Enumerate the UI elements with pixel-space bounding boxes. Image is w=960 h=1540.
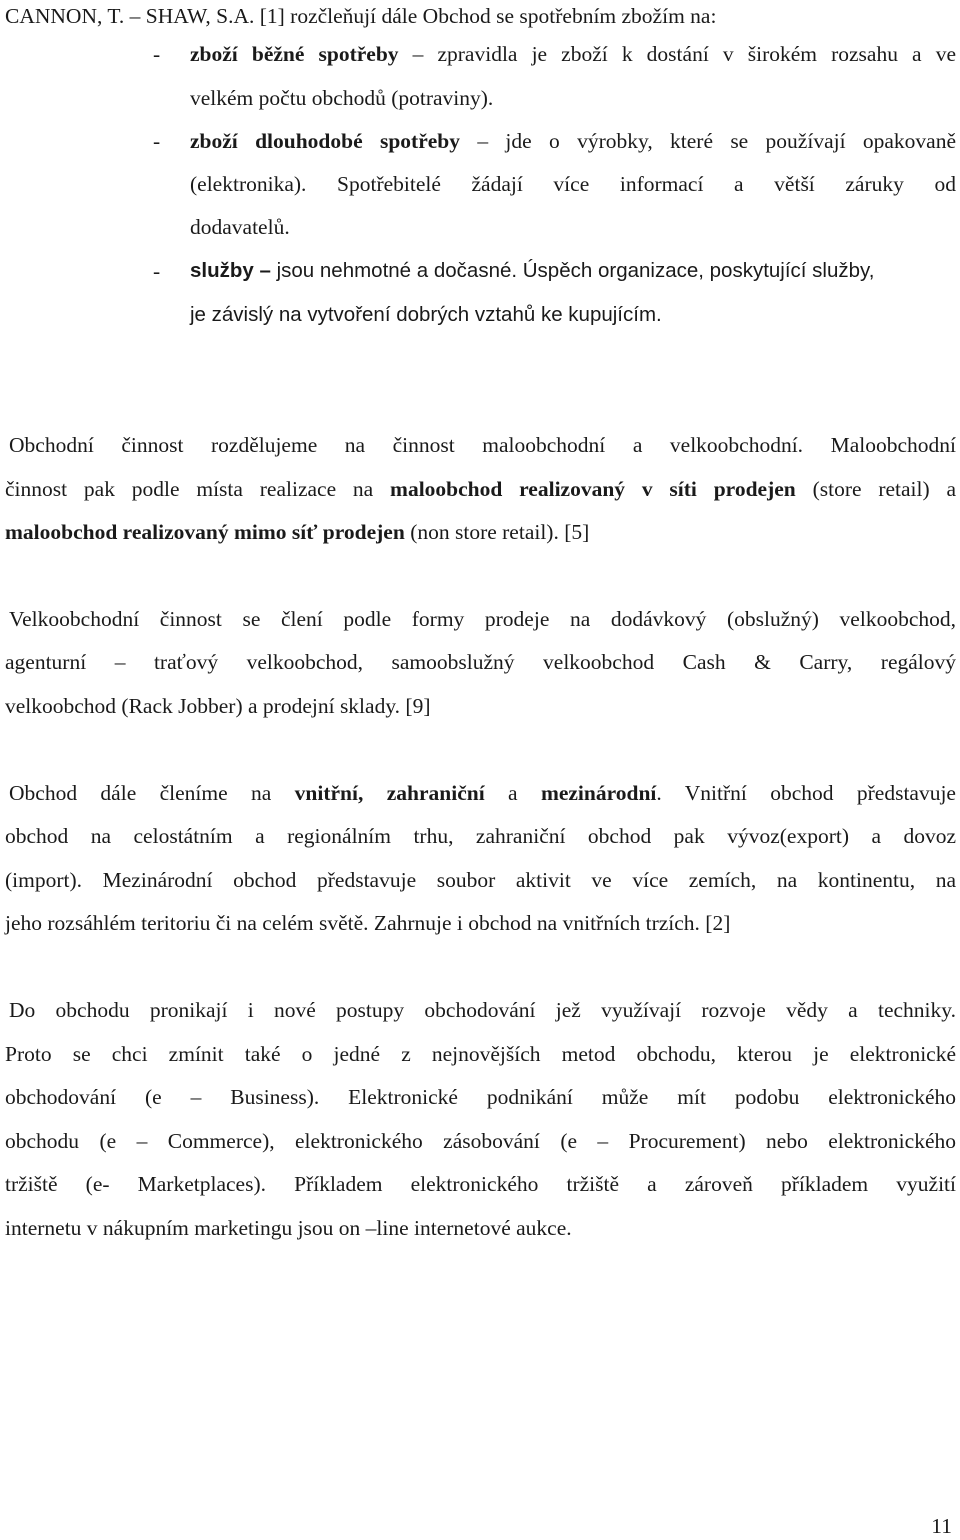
list-item-1-cont: velkém počtu obchodů (potraviny). — [190, 86, 494, 110]
ebusiness-text-1: Do obchodu pronikají i nové postupy obchodování jež využívají rozvoje vědy a techniky. — [9, 998, 956, 1022]
list-item-1-line-1 — [190, 40, 956, 68]
list-item-2-term: zboží dlouhodobé spotřeby — [190, 129, 460, 153]
list-item-2-sep: – — [460, 129, 506, 153]
list-item-1-line-2 — [190, 84, 493, 112]
trade-term-internal-foreign: vnitřní, zahraniční — [294, 781, 485, 805]
ebusiness-para-line-3 — [5, 1083, 956, 1111]
wholesale-para-line-2 — [5, 648, 956, 676]
list-item-2-cont: (elektronika). Spotřebitelé žádají více informací a větší záruky od — [190, 172, 956, 196]
retail-para-line-1 — [9, 431, 956, 459]
retail-text-2c: (store retail) a — [795, 477, 957, 501]
ebusiness-text-4: obchodu (e – Commerce), elektronického zásobování (e – Procurement) nebo elektronického — [5, 1129, 956, 1153]
list-item-3-line-2 — [190, 301, 662, 329]
ebusiness-para-line-2 — [5, 1040, 956, 1068]
list-bullet-3: - — [153, 259, 161, 283]
ebusiness-para-line-6 — [5, 1214, 572, 1242]
list-item-3-cont: je závislý na vytvoření dobrých vztahů ke kupujícím. — [190, 303, 662, 326]
trade-text-2: obchod na celostátním a regionálním trhu, zahraniční obchod pak vývoz(export) a dovoz — [5, 824, 956, 848]
list-item-1-text: zpravidla je zboží k dostání v širokém rozsahu a ve — [437, 42, 956, 66]
ebusiness-para-line-5 — [5, 1170, 956, 1198]
list-item-2-text: jde o výrobky, které se používají opakovaně — [505, 129, 957, 153]
ebusiness-text-2: Proto se chci zmínit také o jedné z nejnovějších metod obchodu, kterou je elektronické — [5, 1042, 956, 1066]
list-item-3-line-1 — [190, 257, 874, 285]
trade-para-line-1 — [9, 779, 956, 807]
retail-para-line-2 — [5, 475, 956, 503]
intro-line — [5, 2, 716, 30]
ebusiness-text-6: internetu v nákupním marketingu jsou on –line internetové aukce. — [5, 1216, 572, 1240]
trade-text-1c: a — [484, 781, 541, 805]
wholesale-para-line-3 — [5, 692, 431, 720]
list-bullet-2: - — [153, 129, 161, 153]
ebusiness-text-3: obchodování (e – Business). Elektronické podnikání může mít podobu elektronického — [5, 1085, 956, 1109]
list-item-1-sep: – — [398, 42, 438, 66]
page-number: 11 — [931, 1514, 952, 1538]
list-item-1-term: zboží běžné spotřeby — [190, 42, 399, 66]
trade-para-line-4 — [5, 909, 730, 937]
list-item-3-term: služby – — [190, 259, 271, 282]
retail-text-1: Obchodní činnost rozdělujeme na činnost maloobchodní a velkoobchodní. Maloobchodní — [9, 433, 956, 457]
wholesale-text-3: velkoobchod (Rack Jobber) a prodejní sklady. [9] — [5, 694, 431, 718]
retail-term-nonstore: maloobchod realizovaný mimo síť prodejen — [5, 520, 405, 544]
list-item-3-text: jsou nehmotné a dočasné. Úspěch organizace, poskytující služby, — [270, 259, 875, 282]
retail-text-2a: činnost pak podle místa realizace na — [5, 477, 391, 501]
list-bullet-1: - — [153, 42, 161, 66]
wholesale-text-1: Velkoobchodní činnost se člení podle formy prodeje na dodávkový (obslužný) velkoobchod, — [9, 607, 956, 631]
list-item-2-line-2 — [190, 170, 956, 198]
retail-para-line-3 — [5, 518, 589, 546]
trade-text-3: (import). Mezinárodní obchod představuje soubor aktivit ve více zemích, na kontinentu, na — [5, 868, 956, 892]
trade-term-international: mezinárodní — [540, 781, 657, 805]
ebusiness-para-line-4 — [5, 1127, 956, 1155]
list-item-2-line-3 — [190, 213, 290, 241]
trade-para-line-3 — [5, 866, 956, 894]
trade-para-line-2 — [5, 822, 956, 850]
list-item-2-line-1 — [190, 127, 956, 155]
ebusiness-text-5: tržiště (e- Marketplaces). Příkladem elektronického tržiště a zároveň příkladem využití — [5, 1172, 956, 1196]
ebusiness-para-line-1 — [9, 996, 956, 1024]
wholesale-text-2: agenturní – traťový velkoobchod, samoobslužný velkoobchod Cash & Carry, regálový — [5, 650, 956, 674]
retail-term-store: maloobchod realizovaný v síti prodejen — [390, 477, 796, 501]
wholesale-para-line-1 — [9, 605, 956, 633]
trade-text-1e: . Vnitřní obchod představuje — [656, 781, 956, 805]
list-item-2-cont-2: dodavatelů. — [190, 215, 290, 239]
trade-text-4: jeho rozsáhlém teritoriu či na celém světě. Zahrnuje i obchod na vnitřních trzích. [2] — [5, 911, 731, 935]
intro-text: CANNON, T. – SHAW, S.A. [1] rozčleňují dále Obchod se spotřebním zbožím na: — [5, 4, 717, 28]
trade-text-1a: Obchod dále členíme na — [9, 781, 295, 805]
retail-text-3c: (non store retail). [5] — [404, 520, 590, 544]
